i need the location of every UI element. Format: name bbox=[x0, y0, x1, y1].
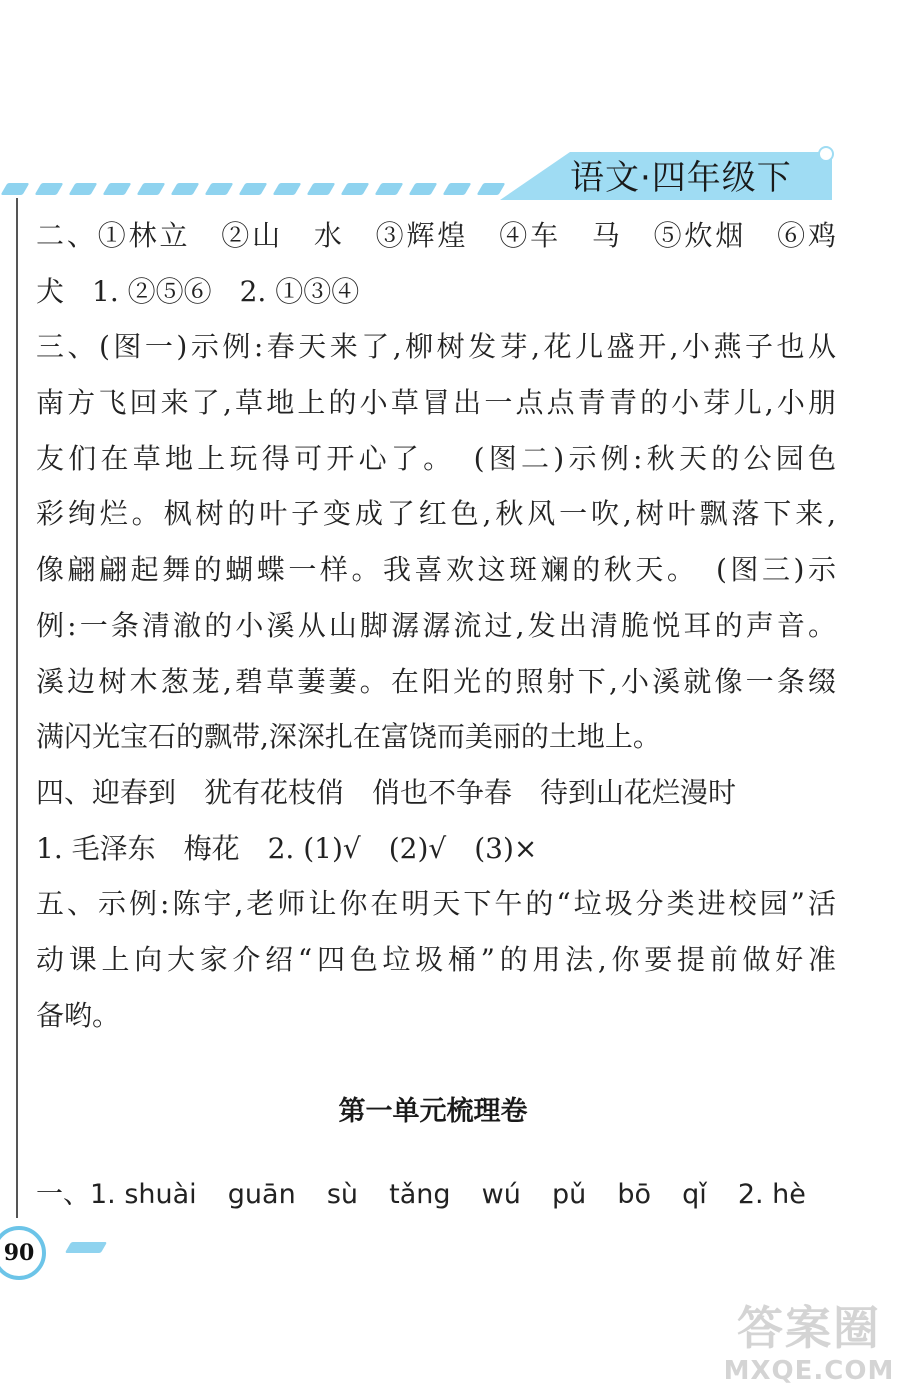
pinyin-item: qǐ bbox=[682, 1179, 707, 1210]
answer-line: 南方飞回来了,草地上的小草冒出一点点青青的小芽儿,小朋 bbox=[36, 386, 836, 420]
answer-line: 动课上向大家介绍“四色垃圾桶”的用法,你要提前做好准 bbox=[36, 942, 836, 976]
pinyin-item: guān bbox=[227, 1179, 296, 1210]
pinyin-item: 2. hè bbox=[737, 1179, 806, 1210]
margin-line bbox=[16, 198, 18, 1218]
answer-line: 三、(图一)示例:春天来了,柳树发芽,花儿盛开,小燕子也从 bbox=[36, 330, 836, 364]
answer-line: 1. 毛泽东 梅花 2. (1)√ (2)√ (3)× bbox=[36, 831, 538, 865]
answer-line: 犬 1. ②⑤⑥ 2. ①③④ bbox=[36, 274, 360, 308]
pinyin-item: pǔ bbox=[551, 1179, 587, 1210]
watermark bbox=[718, 1300, 900, 1390]
section-title: 第一单元梳理卷 bbox=[338, 1096, 528, 1127]
pinyin-item: 一、1. shuài bbox=[36, 1179, 197, 1210]
answer-line: 五、示例:陈宇,老师让你在明天下午的“垃圾分类进校园”活 bbox=[36, 887, 836, 921]
watermark-url: MXQE.COM bbox=[723, 1356, 895, 1386]
pinyin-row bbox=[36, 1170, 806, 1220]
pinyin-item: bō bbox=[617, 1179, 651, 1210]
watermark-logo: 答案圈 bbox=[737, 1301, 881, 1355]
answer-line: 例:一条清澈的小溪从山脚潺潺流过,发出清脆悦耳的声音。 bbox=[36, 608, 836, 642]
answer-line: 备哟。 bbox=[36, 998, 121, 1032]
footer-stripe bbox=[62, 1242, 106, 1254]
header-title: 语文·四年级下 bbox=[570, 158, 792, 198]
answer-line: 彩绚烂。枫树的叶子变成了红色,秋风一吹,树叶飘落下来, bbox=[36, 497, 836, 531]
answer-line: 四、迎春到 犹有花枝俏 俏也不争春 待到山花烂漫时 bbox=[36, 775, 737, 809]
answer-line: 满闪光宝石的飘带,深深扎在富饶而美丽的土地上。 bbox=[36, 720, 661, 754]
answer-line: 友们在草地上玩得可开心了。 (图二)示例:秋天的公园色 bbox=[36, 441, 836, 475]
answer-line: 像翩翩起舞的蝴蝶一样。我喜欢这斑斓的秋天。 (图三)示 bbox=[36, 553, 836, 587]
answer-line: 溪边树木葱茏,碧草萋萋。在阳光的照射下,小溪就像一条缀 bbox=[36, 664, 836, 698]
answer-line: 二、①林立 ②山 水 ③辉煌 ④车 马 ⑤炊烟 ⑥鸡 bbox=[36, 219, 836, 252]
answer-content bbox=[36, 208, 836, 1043]
header-stripes bbox=[0, 183, 520, 197]
pinyin-item: wú bbox=[481, 1179, 521, 1210]
page-number: 90 bbox=[0, 1226, 46, 1280]
pinyin-item: tǎng bbox=[389, 1179, 451, 1210]
pinyin-item: sù bbox=[326, 1179, 359, 1210]
